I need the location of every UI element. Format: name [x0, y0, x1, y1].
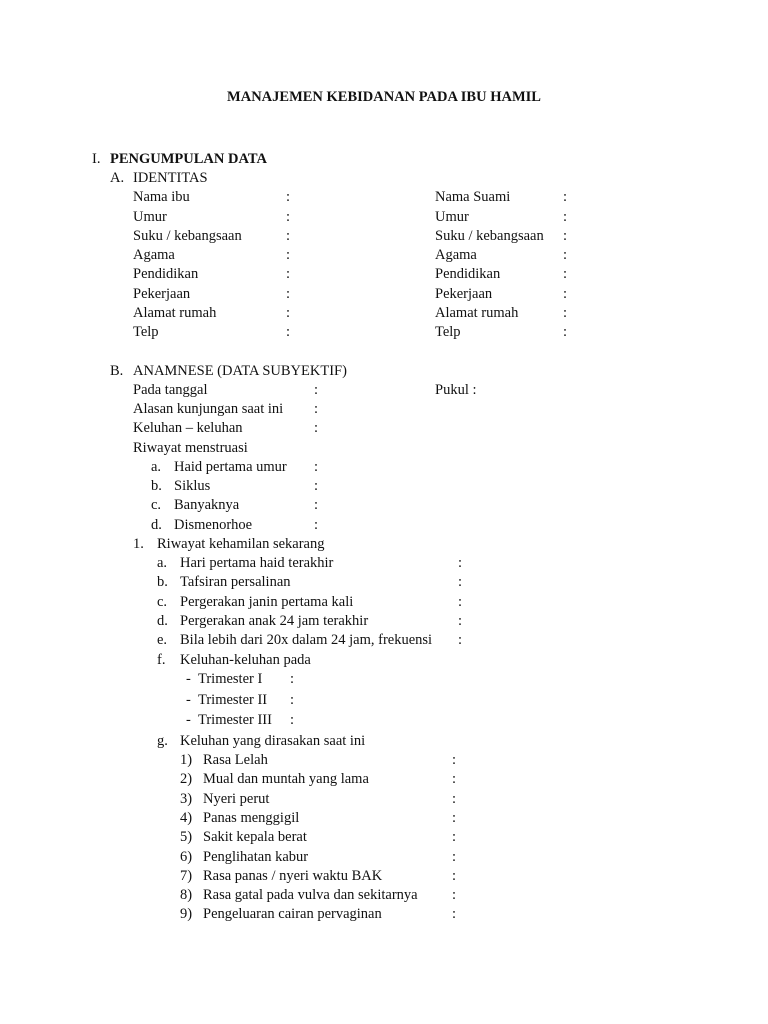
identity-label-ibu: Pendidikan: [133, 266, 199, 282]
page-title: MANAJEMEN KEBIDANAN PADA IBU HAMIL: [227, 89, 541, 105]
list-marker: 9): [180, 906, 193, 922]
list-marker: 3): [180, 791, 193, 807]
colon-separator: :: [458, 613, 463, 629]
subsection-letter: A.: [110, 170, 125, 186]
list-marker: g.: [157, 733, 168, 749]
field-label: Pada tanggal: [133, 382, 208, 398]
field-label: Hari pertama haid terakhir: [180, 555, 334, 571]
field-label: Pukul :: [435, 382, 477, 398]
colon-separator: :: [314, 478, 319, 494]
colon-separator: :: [458, 594, 463, 610]
identity-label-suami: Agama: [435, 247, 477, 263]
identity-label-ibu: Suku / kebangsaan: [133, 228, 242, 244]
field-label: Keluhan – keluhan: [133, 420, 243, 436]
field-label: Panas menggigil: [203, 810, 300, 826]
field-label: Trimester I: [198, 671, 263, 687]
field-label: Keluhan-keluhan pada: [180, 652, 311, 668]
list-marker: d.: [157, 613, 168, 629]
list-marker: e.: [157, 632, 168, 648]
colon-separator: :: [458, 632, 463, 648]
list-marker: 2): [180, 771, 193, 787]
identity-label-suami: Telp: [435, 324, 461, 340]
field-label: Pergerakan anak 24 jam terakhir: [180, 613, 369, 629]
colon-separator: :: [290, 671, 295, 687]
list-marker: f.: [157, 652, 166, 668]
colon-separator: :: [563, 324, 568, 340]
subsection-title: ANAMNESE (DATA SUBYEKTIF): [133, 363, 347, 379]
list-marker: 5): [180, 829, 193, 845]
list-marker: 6): [180, 849, 193, 865]
field-label: Keluhan yang dirasakan saat ini: [180, 733, 366, 749]
field-label: Alasan kunjungan saat ini: [133, 401, 284, 417]
colon-separator: :: [563, 209, 568, 225]
colon-separator: :: [452, 906, 457, 922]
field-label: Rasa panas / nyeri waktu BAK: [203, 868, 383, 884]
colon-separator: :: [286, 189, 291, 205]
colon-separator: :: [290, 692, 295, 708]
colon-separator: :: [563, 266, 568, 282]
colon-separator: :: [563, 305, 568, 321]
field-label: Sakit kepala berat: [203, 829, 307, 845]
colon-separator: :: [452, 829, 457, 845]
list-marker: -: [186, 712, 191, 728]
list-marker: c.: [157, 594, 168, 610]
colon-separator: :: [314, 459, 319, 475]
field-label: Tafsiran persalinan: [180, 574, 291, 590]
field-label: Trimester III: [198, 712, 272, 728]
list-marker: b.: [157, 574, 168, 590]
colon-separator: :: [286, 324, 291, 340]
field-label: Mual dan muntah yang lama: [203, 771, 369, 787]
field-label: Haid pertama umur: [174, 459, 287, 475]
field-label: Rasa Lelah: [203, 752, 268, 768]
colon-separator: :: [286, 228, 291, 244]
colon-separator: :: [286, 266, 291, 282]
field-label: Dismenorhoe: [174, 517, 253, 533]
list-marker: -: [186, 671, 191, 687]
colon-separator: :: [314, 420, 319, 436]
colon-separator: :: [563, 228, 568, 244]
field-label: Pergerakan janin pertama kali: [180, 594, 354, 610]
field-label: Bila lebih dari 20x dalam 24 jam, frekuensi: [180, 632, 433, 648]
colon-separator: :: [286, 247, 291, 263]
colon-separator: :: [452, 771, 457, 787]
colon-separator: :: [452, 810, 457, 826]
list-marker: 1.: [133, 536, 144, 552]
identity-label-ibu: Nama ibu: [133, 189, 190, 205]
field-label: Banyaknya: [174, 497, 240, 513]
field-label: Pengeluaran cairan pervaginan: [203, 906, 382, 922]
colon-separator: :: [286, 305, 291, 321]
identity-label-ibu: Telp: [133, 324, 159, 340]
section-number: I.: [92, 151, 101, 167]
colon-separator: :: [452, 868, 457, 884]
colon-separator: :: [563, 189, 568, 205]
list-marker: 4): [180, 810, 193, 826]
subsection-title: IDENTITAS: [133, 170, 208, 186]
field-label: Nyeri perut: [203, 791, 270, 807]
field-label: Siklus: [174, 478, 211, 494]
list-marker: 7): [180, 868, 193, 884]
colon-separator: :: [563, 286, 568, 302]
identity-label-ibu: Alamat rumah: [133, 305, 217, 321]
identity-label-suami: Pendidikan: [435, 266, 501, 282]
colon-separator: :: [452, 791, 457, 807]
colon-separator: :: [290, 712, 295, 728]
field-label: Penglihatan kabur: [203, 849, 309, 865]
list-marker: 1): [180, 752, 193, 768]
identity-label-suami: Pekerjaan: [435, 286, 493, 302]
colon-separator: :: [452, 887, 457, 903]
list-marker: d.: [151, 517, 162, 533]
colon-separator: :: [286, 209, 291, 225]
subsection-letter: B.: [110, 363, 124, 379]
colon-separator: :: [286, 286, 291, 302]
colon-separator: :: [314, 497, 319, 513]
identity-label-suami: Umur: [435, 209, 469, 225]
list-marker: a.: [157, 555, 168, 571]
colon-separator: :: [452, 752, 457, 768]
list-marker: b.: [151, 478, 162, 494]
list-marker: c.: [151, 497, 162, 513]
field-label: Trimester II: [198, 692, 268, 708]
colon-separator: :: [563, 247, 568, 263]
identity-label-ibu: Agama: [133, 247, 175, 263]
field-label: Riwayat kehamilan sekarang: [157, 536, 325, 552]
colon-separator: :: [314, 517, 319, 533]
field-label: Rasa gatal pada vulva dan sekitarnya: [203, 887, 418, 903]
colon-separator: :: [452, 849, 457, 865]
colon-separator: :: [458, 574, 463, 590]
list-marker: 8): [180, 887, 193, 903]
identity-label-suami: Suku / kebangsaan: [435, 228, 544, 244]
section-title: PENGUMPULAN DATA: [110, 151, 267, 167]
identity-label-suami: Nama Suami: [435, 189, 511, 205]
colon-separator: :: [458, 555, 463, 571]
identity-label-ibu: Pekerjaan: [133, 286, 191, 302]
identity-label-ibu: Umur: [133, 209, 167, 225]
list-marker: a.: [151, 459, 162, 475]
list-marker: -: [186, 692, 191, 708]
colon-separator: :: [314, 401, 319, 417]
identity-label-suami: Alamat rumah: [435, 305, 519, 321]
field-label: Riwayat menstruasi: [133, 440, 248, 456]
colon-separator: :: [314, 382, 319, 398]
